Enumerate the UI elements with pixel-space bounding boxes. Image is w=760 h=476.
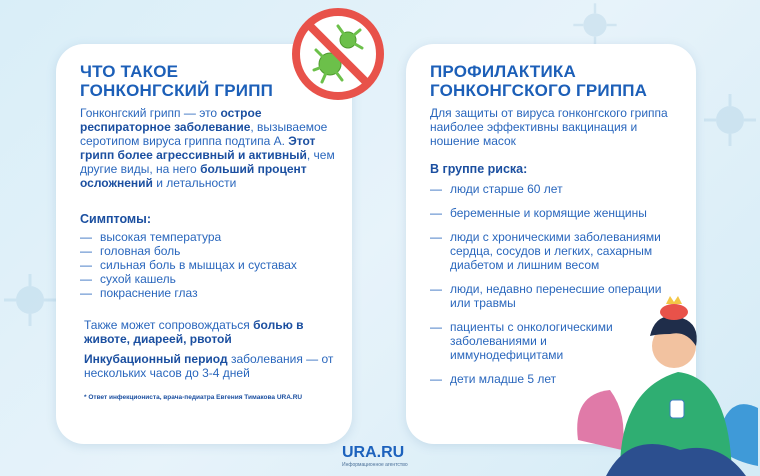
risk-item: — люди старше 60 лет: [430, 182, 662, 196]
ura-logo: URA.RU: [342, 444, 405, 461]
footnote: * Ответ инфекциониста, врача-педиатра Евгения Тимакова URA.RU: [84, 394, 303, 401]
ura-logo-tagline: Информационное агентство: [342, 462, 408, 468]
risk-item: — дети младше 5 лет: [430, 372, 662, 386]
virus-bg-icon: [700, 90, 760, 150]
symptom-item: — высокая температура: [80, 230, 342, 244]
risk-title: В группе риска:: [430, 162, 528, 176]
right-card-intro: Для защиты от вируса гонконгского гриппа наиболее эффективны вакцинация и ношение масок: [430, 106, 668, 148]
risk-item: — пациенты с онкологическими заболеваниями и иммунодефицитами: [430, 320, 662, 362]
risk-item: — беременные и кормящие женщины: [430, 206, 662, 220]
left-card-intro: Гонконгский грипп — это острое респираторное заболевание, вызываемое серотипом вируса гриппа подтипа А. Этот грипп более агрессивный и активный, чем другие виды, на него больший процент осложнений и летальности: [80, 106, 335, 190]
symptom-item: — сухой кашель: [80, 272, 342, 286]
also-text: Также может сопровождаться болью в животе, диареей, рвотой: [84, 318, 304, 346]
sick-person-illustration: [570, 290, 760, 476]
incubation-text: Инкубационный период заболевания — от нескольких часов до 3-4 дней: [84, 352, 334, 380]
symptoms-list: [80, 230, 342, 300]
symptom-item: — головная боль: [80, 244, 342, 258]
left-card-title: ЧТО ТАКОЕ ГОНКОНГСКИЙ ГРИПП: [80, 62, 274, 100]
no-virus-icon: [290, 6, 386, 102]
symptom-item: — покраснение глаз: [80, 286, 342, 300]
info-card-left: [56, 44, 352, 444]
symptoms-title: Симптомы:: [80, 212, 152, 226]
virus-bg-icon: [0, 270, 60, 330]
risk-item: — люди, недавно перенесшие операции или травмы: [430, 282, 662, 310]
risk-item: — люди с хроническими заболеваниями сердца, сосудов и легких, сахарным диабетом и лишним весом: [430, 230, 662, 272]
virus-bg-icon: [560, 0, 630, 50]
symptom-item: — сильная боль в мышцах и суставах: [80, 258, 342, 272]
right-card-title: ПРОФИЛАКТИКА ГОНКОНГСКОГО ГРИППА: [430, 62, 648, 100]
